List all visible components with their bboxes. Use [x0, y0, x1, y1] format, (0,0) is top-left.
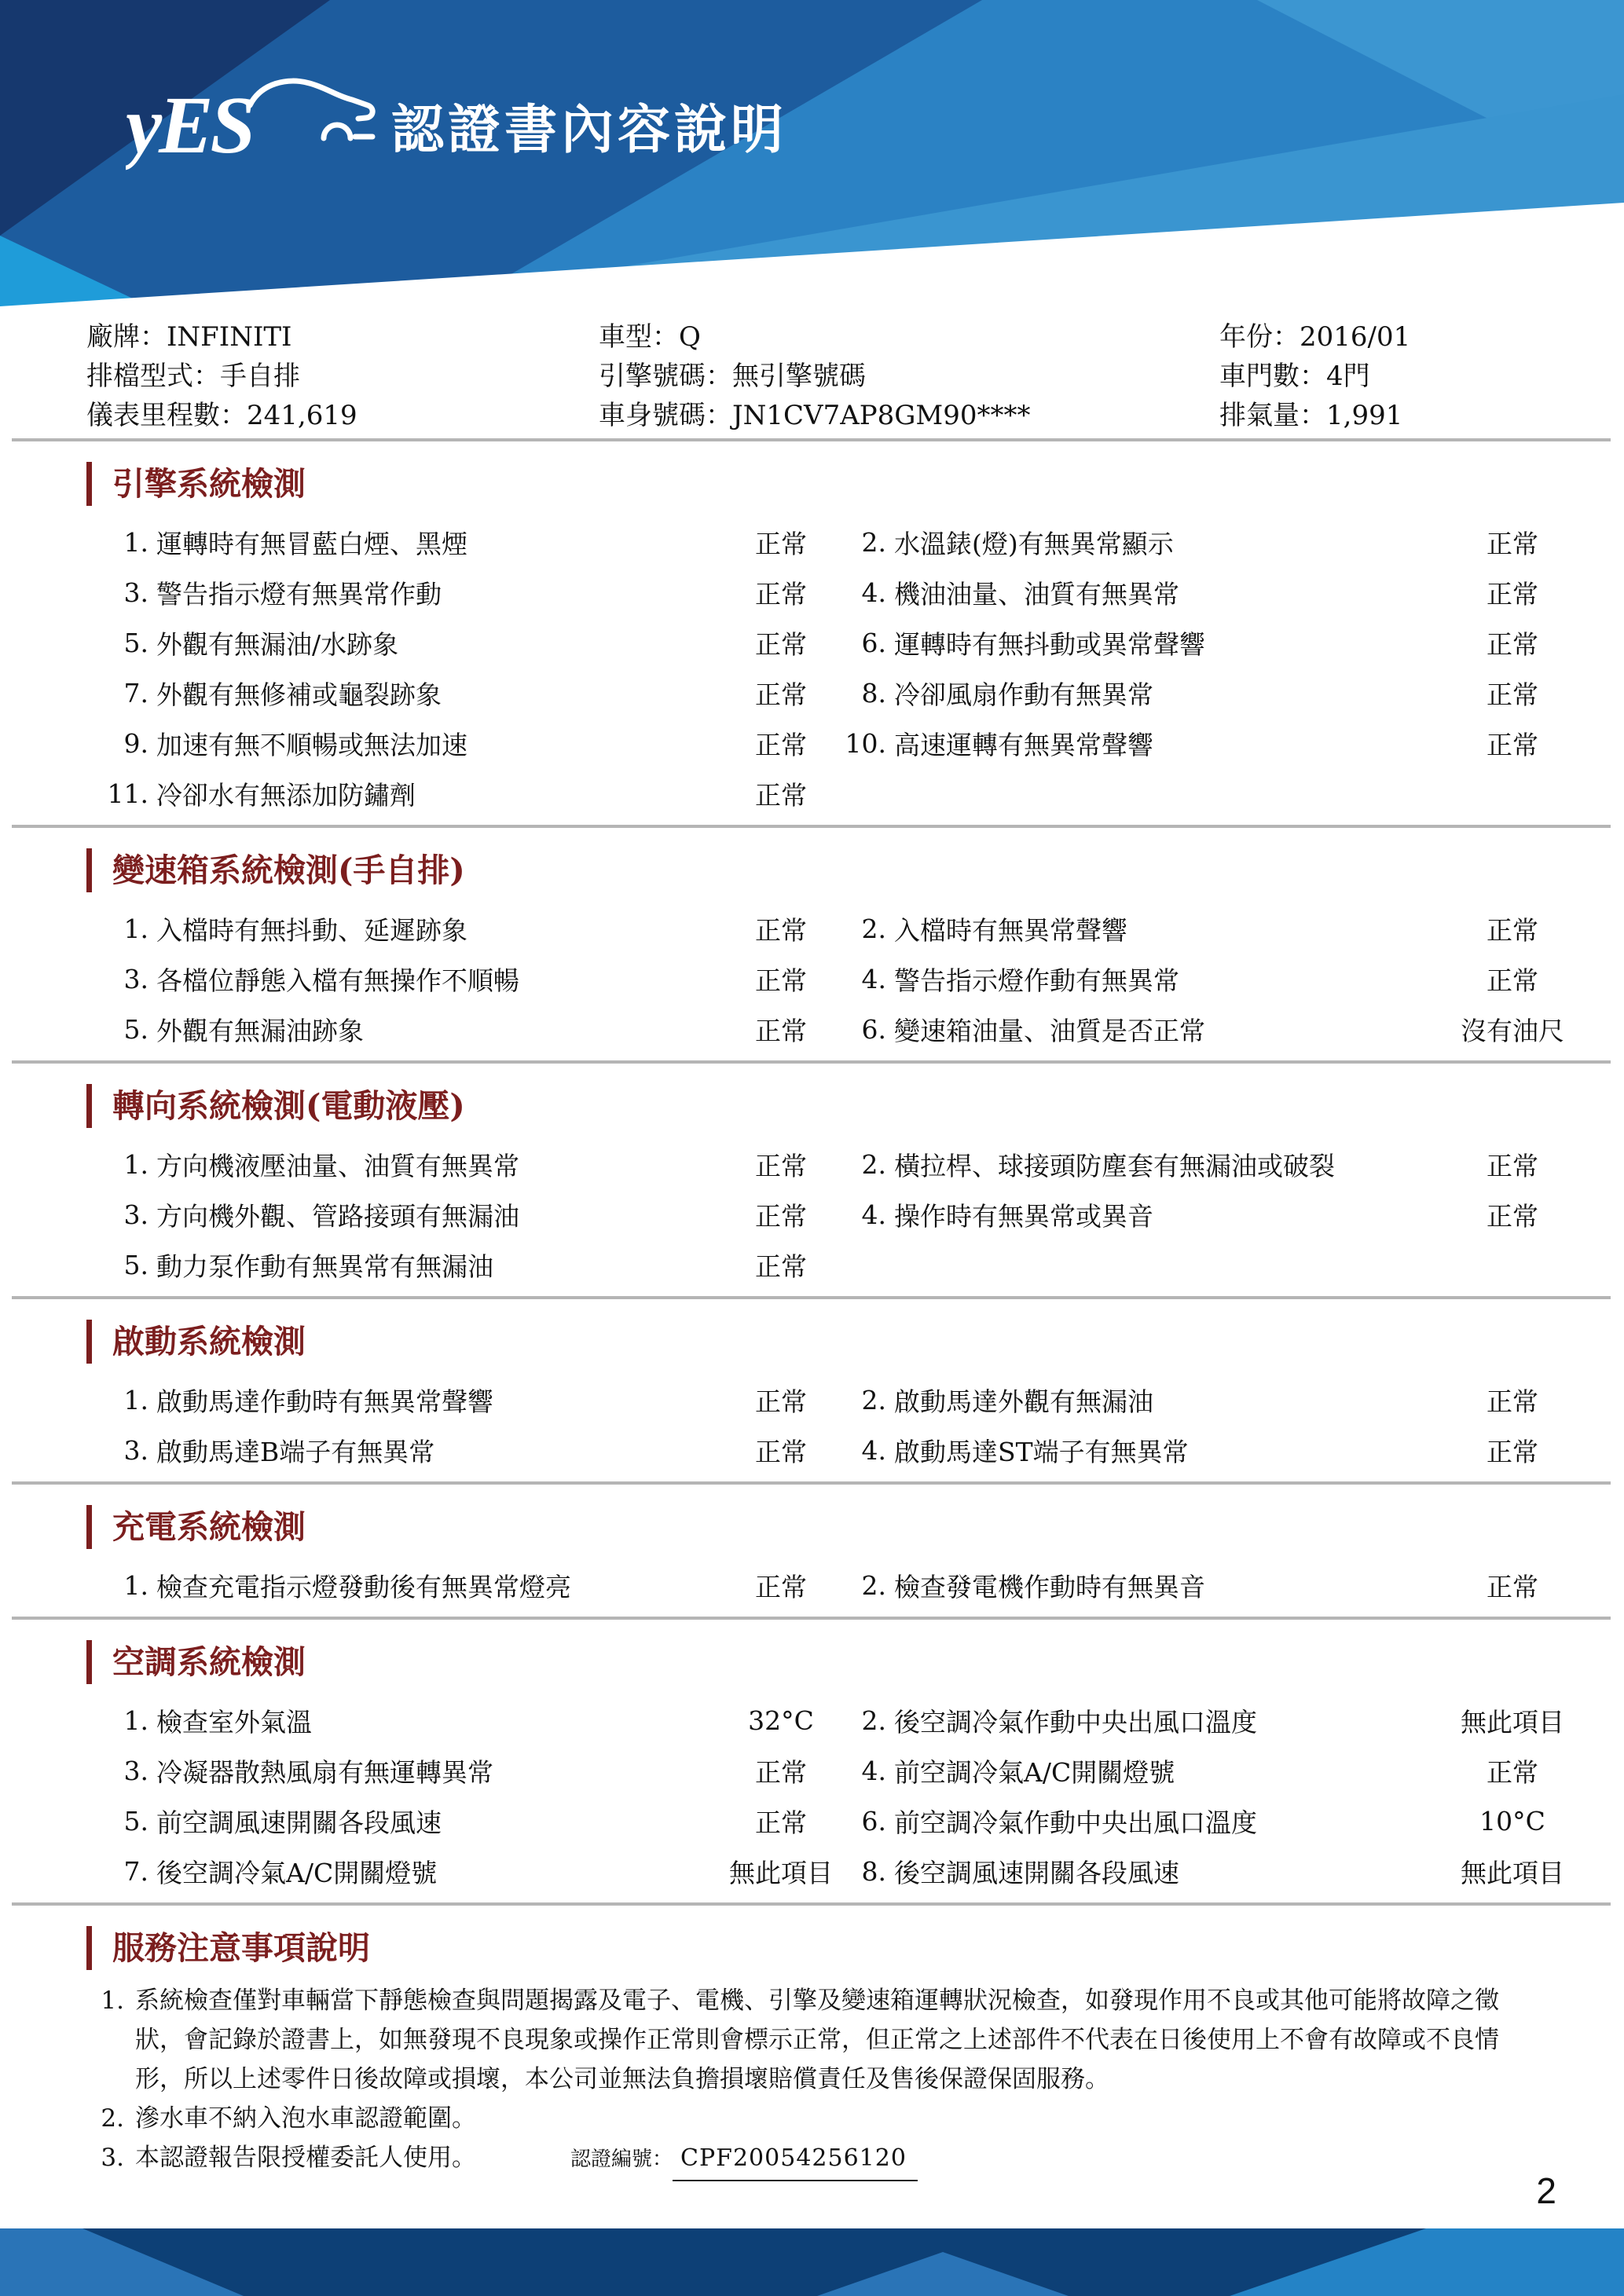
section-title: 啟動系統檢測	[86, 1320, 1571, 1364]
item-text: 前空調風速開關各段風速	[156, 1807, 442, 1838]
item-number: 4.	[861, 1434, 886, 1466]
content	[0, 314, 1571, 2181]
item-number: 1.	[123, 526, 148, 558]
yes-logo	[126, 72, 385, 174]
item-text: 運轉時有無冒藍白煙、黑煙	[156, 528, 467, 559]
item-number: 1.	[123, 1148, 148, 1180]
item-text: 入檔時有無異常聲響	[894, 914, 1127, 946]
item-text: 檢查室外氣溫	[156, 1706, 312, 1738]
section-items	[86, 1560, 1571, 1610]
item-text: 機油油量、油質有無異常	[894, 578, 1179, 610]
vehicle-info-item: 車門數：4門	[1219, 360, 1370, 392]
item-number: 3.	[123, 963, 148, 994]
inspection-item	[86, 1004, 728, 1054]
inspection-result: 正常	[1487, 914, 1538, 946]
inspection-result: 正常	[755, 1150, 807, 1181]
item-number: 1.	[123, 1384, 148, 1415]
footer-background	[0, 2228, 1624, 2296]
inspection-result: 正常	[755, 1386, 807, 1417]
inspection-item	[834, 1375, 1454, 1425]
inspection-item	[834, 617, 1454, 668]
item-number: 11.	[107, 778, 148, 809]
inspection-item	[86, 1375, 728, 1425]
section-title: 變速箱系統檢測(手自排)	[86, 848, 1571, 892]
page-header	[0, 0, 1624, 306]
page-number: 2	[1536, 2170, 1556, 2211]
inspection-item	[86, 954, 728, 1004]
item-number: 3.	[123, 1434, 148, 1466]
item-number: 5.	[123, 1249, 148, 1280]
car-outline-icon	[250, 81, 372, 138]
inspection-item	[834, 668, 1454, 718]
inspection-item	[86, 903, 728, 954]
inspection-item	[86, 567, 728, 617]
inspection-item	[834, 1745, 1454, 1796]
inspection-item	[86, 768, 728, 818]
notes-title: 服務注意事項說明	[86, 1926, 1571, 1970]
item-text: 啟動馬達外觀有無漏油	[894, 1386, 1153, 1417]
inspection-item	[834, 517, 1454, 567]
yes-logo-text: yES	[126, 80, 253, 170]
inspection-result: 10°C	[1479, 1805, 1545, 1836]
inspection-result: 正常	[755, 1015, 807, 1046]
inspection-item	[86, 1189, 728, 1240]
item-number: 2.	[861, 913, 886, 944]
inspection-item	[86, 517, 728, 567]
inspection-result: 正常	[755, 1436, 807, 1467]
item-number: 5.	[123, 1805, 148, 1836]
inspection-result: 正常	[755, 779, 807, 811]
inspection-item	[834, 1139, 1454, 1189]
inspection-result: 正常	[1487, 1436, 1538, 1467]
certificate-number	[570, 2139, 918, 2181]
inspection-item	[86, 668, 728, 718]
inspection-item	[86, 1796, 728, 1846]
inspection-item	[834, 1796, 1454, 1846]
sections	[86, 462, 1571, 1906]
note-text: 滲水車不納入泡水車認證範圍。	[135, 2104, 476, 2133]
inspection-result: 正常	[755, 1807, 807, 1838]
note-number: 1.	[101, 1987, 124, 2015]
inspection-item	[86, 1240, 728, 1290]
inspection-result: 正常	[1487, 1200, 1538, 1232]
item-text: 動力泵作動有無異常有無漏油	[156, 1251, 493, 1282]
inspection-item	[86, 718, 728, 768]
service-notes	[86, 1981, 1571, 2181]
item-number: 8.	[861, 1855, 886, 1887]
separator	[12, 438, 1611, 441]
vehicle-info-item: 排氣量：1,991	[1219, 399, 1403, 431]
item-number: 4.	[861, 577, 886, 608]
section-items	[86, 903, 1571, 1054]
inspection-item	[834, 1560, 1454, 1610]
note-item	[86, 2138, 1571, 2181]
inspection-result: 正常	[1487, 679, 1538, 710]
item-number: 2.	[861, 1148, 886, 1180]
item-number: 6.	[861, 627, 886, 658]
item-text: 外觀有無修補或龜裂跡象	[156, 679, 442, 710]
item-text: 啟動馬達B端子有無異常	[156, 1436, 435, 1467]
inspection-item	[834, 1695, 1454, 1745]
inspection-item	[834, 954, 1454, 1004]
inspection-section	[86, 1640, 1571, 1906]
item-text: 方向機液壓油量、油質有無異常	[156, 1150, 519, 1181]
item-number: 9.	[123, 727, 148, 759]
vehicle-info-item: 車身號碼：JN1CV7AP8GM90****	[599, 399, 1031, 431]
section-title: 引擎系統檢測	[86, 462, 1571, 506]
item-text: 後空調冷氣作動中央出風口溫度	[894, 1706, 1257, 1738]
item-text: 水溫錶(燈)有無異常顯示	[894, 528, 1174, 559]
inspection-result: 正常	[1487, 578, 1538, 610]
inspection-section	[86, 1320, 1571, 1485]
inspection-item	[834, 1189, 1454, 1240]
item-text: 後空調風速開關各段風速	[894, 1857, 1179, 1888]
item-number: 1.	[123, 913, 148, 944]
separator	[12, 825, 1611, 828]
item-number: 7.	[123, 677, 148, 709]
section-title: 空調系統檢測	[86, 1640, 1571, 1684]
note-item	[86, 1981, 1571, 2099]
item-text: 操作時有無異常或異音	[894, 1200, 1153, 1232]
item-text: 前空調冷氣作動中央出風口溫度	[894, 1807, 1257, 1838]
inspection-result: 正常	[1487, 628, 1538, 660]
inspection-result: 沒有油尺	[1461, 1015, 1564, 1046]
page-footer	[0, 2228, 1624, 2296]
inspection-result: 無此項目	[729, 1857, 833, 1888]
inspection-result: 正常	[755, 1251, 807, 1282]
vehicle-info-item: 年份：2016/01	[1219, 320, 1411, 353]
inspection-item	[834, 567, 1454, 617]
separator	[12, 1902, 1611, 1906]
vehicle-info-item: 儀表里程數：241,619	[86, 399, 357, 431]
item-number: 5.	[123, 627, 148, 658]
section-items	[86, 1695, 1571, 1896]
item-text: 冷凝器散熱風扇有無運轉異常	[156, 1756, 493, 1788]
vehicle-info-item: 排檔型式：手自排	[86, 360, 300, 392]
item-text: 警告指示燈作動有無異常	[894, 965, 1179, 996]
separator	[12, 1617, 1611, 1620]
item-text: 變速箱油量、油質是否正常	[894, 1015, 1205, 1046]
inspection-section	[86, 462, 1571, 828]
item-text: 方向機外觀、管路接頭有無漏油	[156, 1200, 519, 1232]
inspection-result: 正常	[755, 914, 807, 946]
item-number: 5.	[123, 1013, 148, 1045]
item-text: 前空調冷氣A/C開關燈號	[894, 1756, 1175, 1788]
inspection-section	[86, 1505, 1571, 1620]
inspection-result: 32°C	[748, 1705, 814, 1736]
inspection-result: 正常	[755, 1756, 807, 1788]
inspection-section	[86, 848, 1571, 1064]
inspection-item	[86, 1846, 728, 1896]
item-number: 4.	[861, 963, 886, 994]
inspection-result: 正常	[1487, 1571, 1538, 1602]
item-text: 運轉時有無抖動或異常聲響	[894, 628, 1205, 660]
item-number: 10.	[845, 727, 886, 759]
item-number: 3.	[123, 577, 148, 608]
inspection-item	[834, 1004, 1454, 1054]
item-number: 6.	[861, 1013, 886, 1045]
inspection-result: 正常	[1487, 528, 1538, 559]
item-number: 7.	[123, 1855, 148, 1887]
section-title: 轉向系統檢測(電動液壓)	[86, 1084, 1571, 1128]
item-text: 外觀有無漏油/水跡象	[156, 628, 399, 660]
inspection-result: 正常	[755, 528, 807, 559]
section-items	[86, 1375, 1571, 1475]
inspection-item	[86, 617, 728, 668]
item-text: 啟動馬達作動時有無異常聲響	[156, 1386, 493, 1417]
item-text: 入檔時有無抖動、延遲跡象	[156, 914, 467, 946]
separator	[12, 1060, 1611, 1064]
inspection-result: 正常	[755, 965, 807, 996]
item-text: 警告指示燈有無異常作動	[156, 578, 442, 610]
item-number: 3.	[123, 1755, 148, 1786]
item-text: 高速運轉有無異常聲響	[894, 729, 1153, 760]
inspection-result: 正常	[1487, 1150, 1538, 1181]
item-text: 外觀有無漏油跡象	[156, 1015, 364, 1046]
section-title: 充電系統檢測	[86, 1505, 1571, 1549]
section-items	[86, 517, 1571, 818]
item-number: 3.	[123, 1199, 148, 1230]
certificate-number-value: CPF20054256120	[673, 2139, 918, 2181]
item-text: 冷卻水有無添加防鏽劑	[156, 779, 416, 811]
inspection-result: 正常	[755, 729, 807, 760]
item-number: 4.	[861, 1755, 886, 1786]
separator	[12, 1481, 1611, 1485]
inspection-result: 正常	[755, 628, 807, 660]
separator	[12, 1296, 1611, 1299]
note-number: 2.	[101, 2104, 124, 2133]
item-text: 加速有無不順暢或無法加速	[156, 729, 467, 760]
inspection-result: 正常	[755, 1200, 807, 1232]
item-text: 冷卻風扇作動有無異常	[894, 679, 1153, 710]
inspection-item	[834, 1846, 1454, 1896]
note-item	[86, 2099, 1571, 2138]
vehicle-info	[86, 314, 1571, 432]
item-text: 檢查充電指示燈發動後有無異常燈亮	[156, 1571, 571, 1602]
item-number: 1.	[123, 1569, 148, 1601]
inspection-item	[86, 1745, 728, 1796]
inspection-result: 正常	[1487, 1756, 1538, 1788]
item-text: 檢查發電機作動時有無異音	[894, 1571, 1205, 1602]
vehicle-info-item: 車型：Q	[599, 320, 701, 353]
item-number: 2.	[861, 1705, 886, 1736]
inspection-result: 正常	[755, 1571, 807, 1602]
inspection-item	[834, 903, 1454, 954]
vehicle-info-item: 引擎號碼：無引擎號碼	[599, 360, 866, 392]
vehicle-info-item: 廠牌：INFINITI	[86, 320, 292, 353]
note-text: 系統檢查僅對車輛當下靜態檢查與問題揭露及電子、電機、引擎及變速箱運轉狀況檢查，如發現作用不良或其他可能將故障之徵狀，會記錄於證書上，如無發現不良現象或操作正常則會標示正常，但正常之上述部件不代表在日後使用上不會有故障或不良情形，所以上述零件日後故障或損壞，本公司並無法負擔損壞賠償責任及售後保證保固服務。	[135, 1987, 1499, 2093]
item-number: 8.	[861, 677, 886, 709]
inspection-result: 正常	[1487, 1386, 1538, 1417]
inspection-result: 正常	[755, 578, 807, 610]
inspection-result: 正常	[1487, 729, 1538, 760]
item-number: 2.	[861, 526, 886, 558]
page-title: 認證書內容說明	[391, 101, 787, 159]
inspection-item	[86, 1560, 728, 1610]
item-number: 2.	[861, 1569, 886, 1601]
item-number: 1.	[123, 1705, 148, 1736]
item-number: 2.	[861, 1384, 886, 1415]
inspection-item	[834, 1425, 1454, 1475]
inspection-result: 無此項目	[1461, 1857, 1564, 1888]
inspection-item	[86, 1695, 728, 1745]
inspection-item	[86, 1425, 728, 1475]
item-text: 各檔位靜態入檔有無操作不順暢	[156, 965, 519, 996]
note-number: 3.	[101, 2144, 124, 2172]
item-text: 啟動馬達ST端子有無異常	[894, 1436, 1189, 1467]
inspection-result: 無此項目	[1461, 1706, 1564, 1738]
item-number: 4.	[861, 1199, 886, 1230]
section-items	[86, 1139, 1571, 1290]
item-text: 後空調冷氣A/C開關燈號	[156, 1857, 438, 1888]
inspection-result: 正常	[1487, 965, 1538, 996]
inspection-item	[834, 718, 1454, 768]
inspection-item	[86, 1139, 728, 1189]
item-number: 6.	[861, 1805, 886, 1836]
inspection-section	[86, 1084, 1571, 1299]
item-text: 橫拉桿、球接頭防塵套有無漏油或破裂	[894, 1150, 1335, 1181]
certificate-number-label: 認證編號：	[570, 2148, 673, 2171]
note-text: 本認證報告限授權委託人使用。	[135, 2144, 476, 2172]
inspection-result: 正常	[755, 679, 807, 710]
